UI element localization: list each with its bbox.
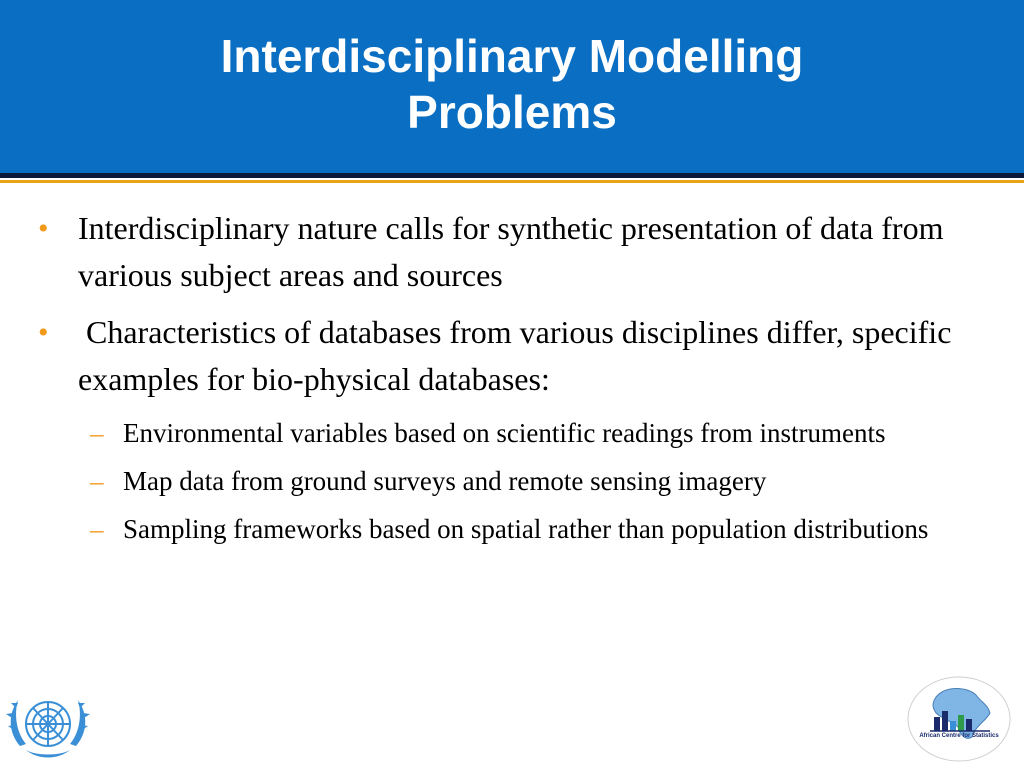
sub-bullet-marker: – — [90, 466, 104, 496]
header-divider-gold — [0, 180, 1024, 183]
sub-bullet-marker: – — [90, 418, 104, 448]
bullet-marker: • — [38, 316, 49, 349]
sub-bullet-text: Sampling frameworks based on spatial rather than population distributions — [123, 514, 929, 544]
bullet-text: Characteristics of databases from various disciplines differ, specific examples for bio-physical databases: — [78, 314, 960, 397]
bullet-item — [0, 309, 1024, 403]
sub-bullet-marker: – — [90, 514, 104, 544]
sub-bullet-text: Map data from ground surveys and remote sensing imagery — [123, 466, 767, 496]
title-line-1: Interdisciplinary Modelling — [220, 30, 804, 82]
sub-bullet-item — [0, 461, 1024, 501]
slide-title — [0, 28, 1024, 140]
bullet-item — [0, 205, 1024, 299]
bullet-text: Interdisciplinary nature calls for synthetic presentation of data from various subject areas and sources — [78, 210, 944, 293]
title-line-2: Problems — [407, 86, 617, 138]
bullet-marker: • — [38, 212, 49, 245]
sub-bullet-item — [0, 413, 1024, 453]
sub-bullet-item — [0, 509, 1024, 549]
slide-body — [0, 205, 1024, 557]
sub-bullet-text: Environmental variables based on scientific readings from instruments — [123, 418, 886, 448]
acs-logo-text: African Centre for Statistics — [919, 733, 999, 739]
un-emblem-icon — [4, 684, 92, 766]
african-centre-for-statistics-logo — [906, 675, 1012, 763]
header-divider-dark — [0, 173, 1024, 178]
